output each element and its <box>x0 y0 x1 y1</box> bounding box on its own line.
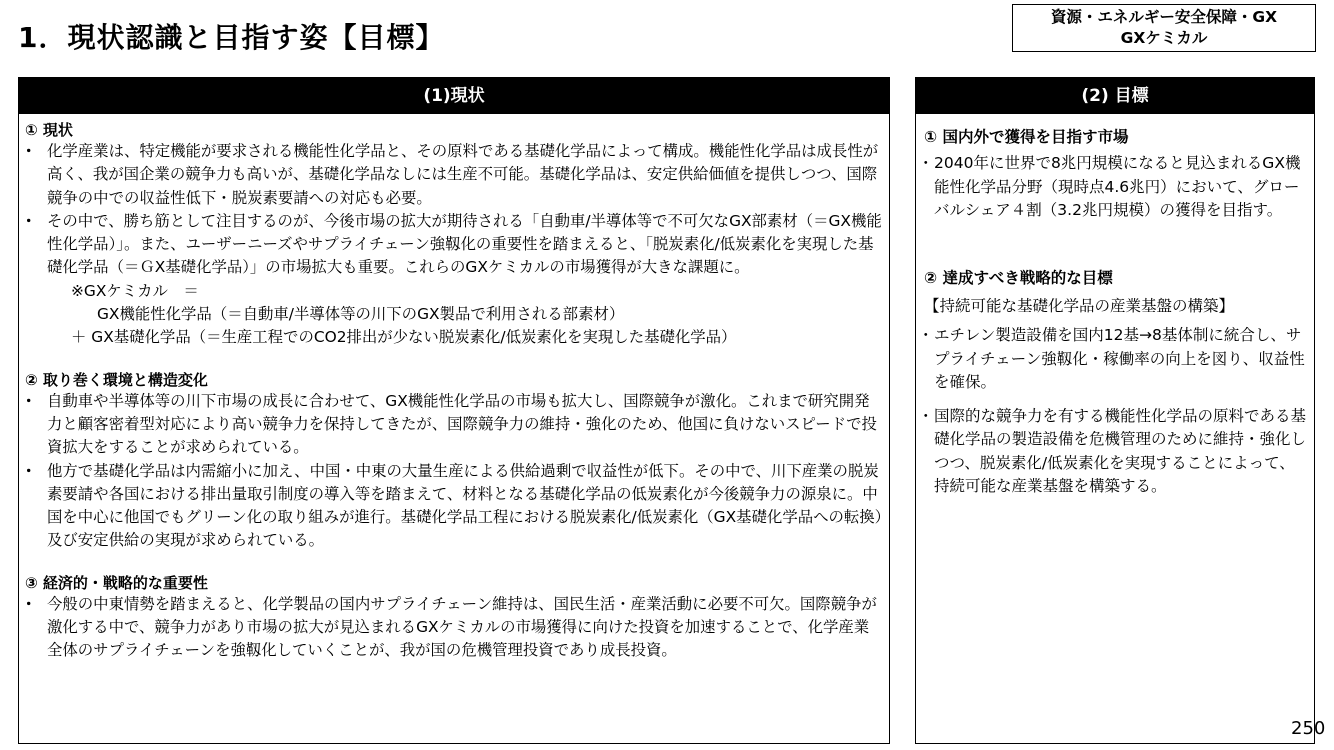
bullet-item: ・ 自動車や半導体等の川下市場の成長に合わせて、GX機能性化学品の市場も拡大し、国際競争が激化。これまで研究開発力と顧客密着型対応により高い競争力を保持してきたが、国際競争力の維持・強化のため、他国に負けないスピードで投資拡大をすることが求められている。 <box>25 390 883 460</box>
category-line-1: 資源・エネルギー安全保障・GX <box>1050 8 1278 26</box>
section-heading-importance: ③ 経済的・戦略的な重要性 <box>25 573 208 592</box>
bullet-item: ・ エチレン製造設備を国内12基→8基体制に統合し、サプライチェーン強靱化・稼働率の向上を図り、収益性を確保。 <box>924 324 1308 395</box>
current-status-panel <box>18 77 890 744</box>
section-heading-target-market: ① 国内外で獲得を目指す市場 <box>924 128 1129 146</box>
category-box <box>1012 4 1316 52</box>
goals-header: (2) 目標 <box>916 78 1314 114</box>
bullet-item: ・ 他方で基礎化学品は内需縮小に加え、中国・中東の大量生産による供給過剰で収益性が低下。その中で、川下産業の脱炭素要請や各国における排出量取引制度の導入等を踏まえて、材料となる基礎化学品の低炭素化が今後競争力の源泉に。中国を中心に他国でもグリーン化の取り組みが進行。基礎化学品工程における脱炭素化/低炭素化（GX基礎化学品への転換）及び安定供給の実現が求められている。 <box>25 460 883 553</box>
bullet-item: ・ 化学産業は、特定機能が要求される機能性化学品と、その原料である基礎化学品によって構成。機能性化学品は成長性が高く、我が国企業の競争力も高いが、基礎化学品なしには生産不可能。基礎化学品は、安定供給価値を提供しつつ、国際競争の中での収益性低下・脱炭素要請への対応も必要。 <box>25 140 883 210</box>
gx-chemical-note: GX機能性化学品（＝自動車/半導体等の川下のGX製品で利用される部素材） <box>97 305 625 324</box>
goals-body <box>916 114 1314 499</box>
page-number: 250 <box>1291 718 1326 739</box>
strategic-subheading: 【持続可能な基礎化学品の産業基盤の構築】 <box>924 296 1235 315</box>
bullet-item: ・ 今般の中東情勢を踏まえると、化学製品の国内サプライチェーン維持は、国民生活・産業活動に必要不可欠。国際競争が激化する中で、競争力があり市場の拡大が見込まれるGXケミカルの市場獲得に向けた投資を加速することで、化学産業全体のサプライチェーンを強靱化していくことが、我が国の危機管理投資であり成長投資。 <box>25 593 883 663</box>
gx-chemical-note: ＋ GX基礎化学品（＝生産工程でのCO2排出が少ない脱炭素化/低炭素化を実現した基礎化学品） <box>71 328 737 347</box>
goals-panel <box>915 77 1315 744</box>
section-heading-environment: ② 取り巻く環境と構造変化 <box>25 370 208 389</box>
bullet-item: ・ 国際的な競争力を有する機能性化学品の原料である基礎化学品の製造設備を危機管理のために維持・強化しつつ、脱炭素化/低炭素化を実現することによって、持続可能な産業基盤を構築する。 <box>924 405 1308 499</box>
section-heading-current: ① 現状 <box>25 121 73 139</box>
category-line-2: GXケミカル <box>1120 29 1208 47</box>
current-status-body <box>19 114 889 663</box>
section-heading-strategic-goals: ② 達成すべき戦略的な目標 <box>924 268 1113 287</box>
current-status-header: (1)現状 <box>19 78 889 114</box>
bullet-item: ・ その中で、勝ち筋として注目するのが、今後市場の拡大が期待される「自動車/半導体等で不可欠なGX部素材（＝GX機能性化学品）」。また、ユーザーニーズやサプライチェーン強靱化の重要性を踏まえると、「脱炭素化/低炭素化を実現した基礎化学品（＝ＧX基礎化学品）」の市場拡大も重要。これらのGXケミカルの市場獲得が大きな課題に。 <box>25 210 883 280</box>
bullet-item: ・ 2040年に世界で8兆円規模になると見込まれるGX機能性化学品分野（現時点4.6兆円）において、グローバルシェア４割（3.2兆円規模）の獲得を目指す。 <box>924 152 1308 223</box>
gx-chemical-note: ※GXケミカル ＝ <box>71 281 199 300</box>
page-title: 1．現状認識と目指す姿【目標】 <box>18 21 445 54</box>
